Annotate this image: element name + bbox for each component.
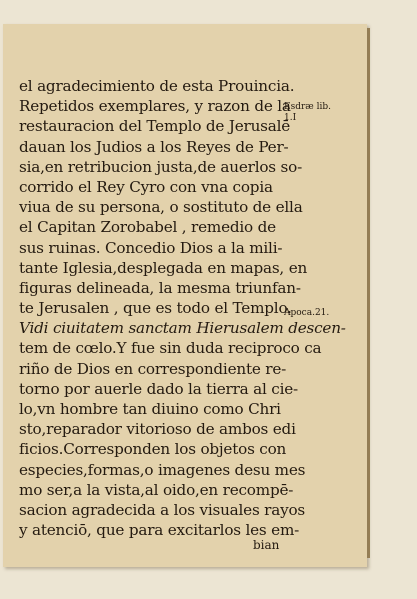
text-line: viua de su persona, o sostituto de ella bbox=[19, 198, 303, 217]
text-line: corrido el Rey Cyro con vna copia bbox=[19, 177, 273, 196]
text-line: Repetidos exemplares, y razon de la bbox=[19, 97, 291, 116]
text-line: y atenciō, que para excitarlos les em- bbox=[19, 521, 300, 540]
text-line: figuras delineada, la mesma triunfan- bbox=[19, 278, 301, 297]
text-line: lo,vn hombre tan diuino como Chri bbox=[19, 400, 281, 418]
text-line: riño de Dios en correspondiente re- bbox=[19, 359, 287, 378]
margin-note-line: Esdræ lib. bbox=[284, 102, 331, 112]
catchword: bian bbox=[253, 538, 280, 552]
text-line: te Jerusalen , que es todo el Templo. bbox=[19, 299, 292, 318]
text-line: mo ser,a la vista,al oido,en recompē- bbox=[19, 480, 294, 499]
text-line: tem de cœlo.Y fue sin duda reciproco ca bbox=[19, 339, 322, 358]
text-line: sacion agradecida a los visuales rayos bbox=[19, 500, 306, 519]
text-line: dauan los Judios a los Reyes de Per- bbox=[19, 137, 289, 156]
text-line: torno por auerle dado la tierra al cie- bbox=[19, 379, 298, 398]
text-line: sia,en retribucion justa,de auerlos so- bbox=[19, 157, 303, 176]
text-line: sus ruinas. Concedio Dios a la mili- bbox=[19, 238, 283, 257]
text-line: sto,reparador vitorioso de ambos edi bbox=[19, 420, 296, 439]
text-line: especies,formas,o imagenes desu mes bbox=[19, 460, 306, 479]
text-line-latin-quote: Vidi ciuitatem sanctam Hierusalem descen- bbox=[19, 319, 346, 338]
text-line: restauracion del Templo de Jerusalē bbox=[19, 117, 291, 136]
text-line: el Capitan Zorobabel , remedio de bbox=[19, 218, 276, 237]
margin-note-apocalypse bbox=[284, 308, 329, 319]
text-line: ficios.Corresponden los objetos con bbox=[19, 440, 287, 459]
margin-note-esdras bbox=[284, 102, 331, 124]
text-line: el agradecimiento de esta Prouincia. bbox=[19, 77, 295, 95]
margin-note-line: 1.I bbox=[284, 113, 297, 123]
text-line: tante Iglesia,desplegada en mapas, en bbox=[19, 258, 308, 277]
margin-note-line: Apoca.21. bbox=[284, 308, 330, 318]
